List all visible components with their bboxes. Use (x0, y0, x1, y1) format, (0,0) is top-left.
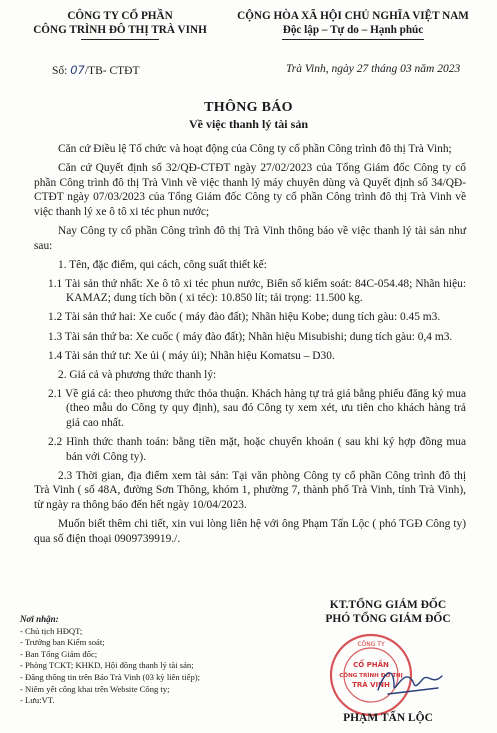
document-date: Trà Vinh, ngày 27 tháng 03 năm 2023 (286, 63, 461, 75)
recipient-item: - Chủ tịch HĐQT; (20, 625, 83, 636)
signature-block (288, 598, 488, 626)
section-2-heading: 2. Giá cả và phương thức thanh lý: (58, 368, 217, 381)
asset-2: 1.2 Tài sản thứ hai: Xe cuốc ( máy đào đất); Nhãn hiệu Kobe; dung tích gàu: 0.45 m3. (48, 311, 441, 324)
signer-name: PHẠM TẤN LỘC (343, 712, 433, 724)
nation-line-2: Độc lập – Tự do – Hạnh phúc (282, 24, 424, 36)
sign-title-1: KT.TỔNG GIÁM ĐỐC (329, 599, 447, 611)
number-prefix: Số: (52, 65, 71, 77)
paragraph-basis-1: Căn cứ Điều lệ Tổ chức và hoạt động của Công ty cổ phần Công trình đô thị Trà Vinh; (58, 143, 452, 155)
number-suffix: /TB- CTĐT (84, 65, 140, 77)
stamp-text-1: CỔ PHẦN (353, 661, 389, 669)
asset-4: 1.4 Tài sản thứ tư: Xe ủi ( máy ủi); Nhãn hiệu Komatsu – D30. (48, 349, 335, 362)
org-line-2: CÔNG TRÌNH ĐÔ THỊ TRÀ VINH (33, 24, 207, 36)
contact-paragraph: Muốn biết thêm chi tiết, xin vui lòng liên hệ với ông Phạm Tấn Lộc ( phó TGĐ Công ty) qua số điện thoại 0909739919./. (34, 518, 466, 545)
paragraph-announcement: Nay Công ty cổ phần Công trình đô thị Trà Vinh thông báo về việc thanh lý tài sản như sau: (34, 224, 466, 252)
paragraph-basis-2: Căn cứ Quyết định số 32/QĐ-CTĐT ngày 27/02/2023 của Tổng Giám đốc Công ty cổ phần Công trình đô thị Trà Vinh về việc thanh lý máy chuyên dùng và Quyết định số 34/QĐ-CTĐT ngày 07/03/2023 của Tổng Giám đốc Công ty cổ phần Công trình đô thị Trà Vinh về việc thanh lý xe ô tô xi téc phun nước; (34, 162, 466, 218)
org-underline (81, 39, 159, 40)
recipients-heading: Nơi nhận: (20, 614, 59, 624)
payment-clause: 2.2 Hình thức thanh toán: bằng tiền mặt, hoặc chuyển khoản ( sau khi ký hợp đồng mua bán với Công ty). (48, 436, 466, 463)
document-subtitle: Về việc thanh lý tài sản (188, 117, 308, 131)
stamp-text-3: TRÀ VINH (352, 681, 390, 689)
recipient-item: - Đăng thông tin trên Báo Trà Vinh (03 kỳ liên tiếp); (20, 671, 201, 682)
viewing-clause: 2.3 Thời gian, địa điểm xem tài sản: Tại văn phòng Công ty cổ phần Công trình đô thị Trà Vinh ( số 48A, đường Sơn Thông, khóm 1, phường 7, thành phố Trà Vinh, tỉnh Trà Vinh), từ ngày ra thông báo đến hết ngày 10/04/2023. (34, 469, 466, 511)
national-header (218, 9, 488, 40)
recipient-item: - Ban Tổng Giám đốc; (20, 648, 98, 659)
recipients-list (20, 614, 250, 707)
asset-1: 1.1 Tài sản thứ nhất: Xe ô tô xi téc phun nước, Biển số kiểm soát: 84C-054.48; Nhãn hiệu: KAMAZ; dung tích bồn ( xi téc): 10.850 lít; tải trọng: 11.500 kg. (48, 277, 466, 305)
handwritten-signature (372, 660, 452, 700)
nation-underline (282, 39, 424, 40)
number-handwritten: 07 (70, 63, 85, 77)
recipient-item: - Phòng TCKT; KHKD, Hội đồng thanh lý tài sản; (20, 660, 194, 671)
document-body (34, 142, 466, 551)
recipient-item: - Niêm yết công khai trên Website Công ty; (20, 683, 170, 694)
section-1-heading: 1. Tên, đặc điểm, qui cách, công suất thiết kế: (58, 258, 267, 271)
nation-line-1: CỘNG HÒA XÃ HỘI CHỦ NGHĨA VIỆT NAM (237, 10, 469, 22)
stamp-top-text: CÔNG TY (357, 641, 385, 648)
stamp-text-2: CÔNG TRÌNH ĐÔ THỊ (339, 673, 403, 679)
price-clause: 2.1 Về giá cả: theo phương thức thỏa thuận. Khách hàng tự trả giá bằng phiếu đăng ký mua (theo mẫu do Công ty quy định), sau đó Công ty xem xét, ưu tiên cho khách hàng trả giá cao nhất. (48, 387, 466, 429)
document-number (52, 63, 139, 77)
recipient-item: - Trưởng ban Kiểm soát; (20, 637, 105, 648)
asset-3: 1.3 Tài sản thứ ba: Xe cuốc ( máy đào đất); Nhãn hiệu Misubishi; dung tích gàu: 0,4 m3. (48, 330, 453, 343)
organization-header (20, 9, 220, 40)
sign-title-2: PHÓ TỔNG GIÁM ĐỐC (325, 613, 451, 625)
org-line-1: CÔNG TY CỔ PHẦN (67, 10, 173, 22)
document-title: THÔNG BÁO (204, 100, 293, 115)
recipient-item: - Lưu:VT. (20, 695, 55, 706)
